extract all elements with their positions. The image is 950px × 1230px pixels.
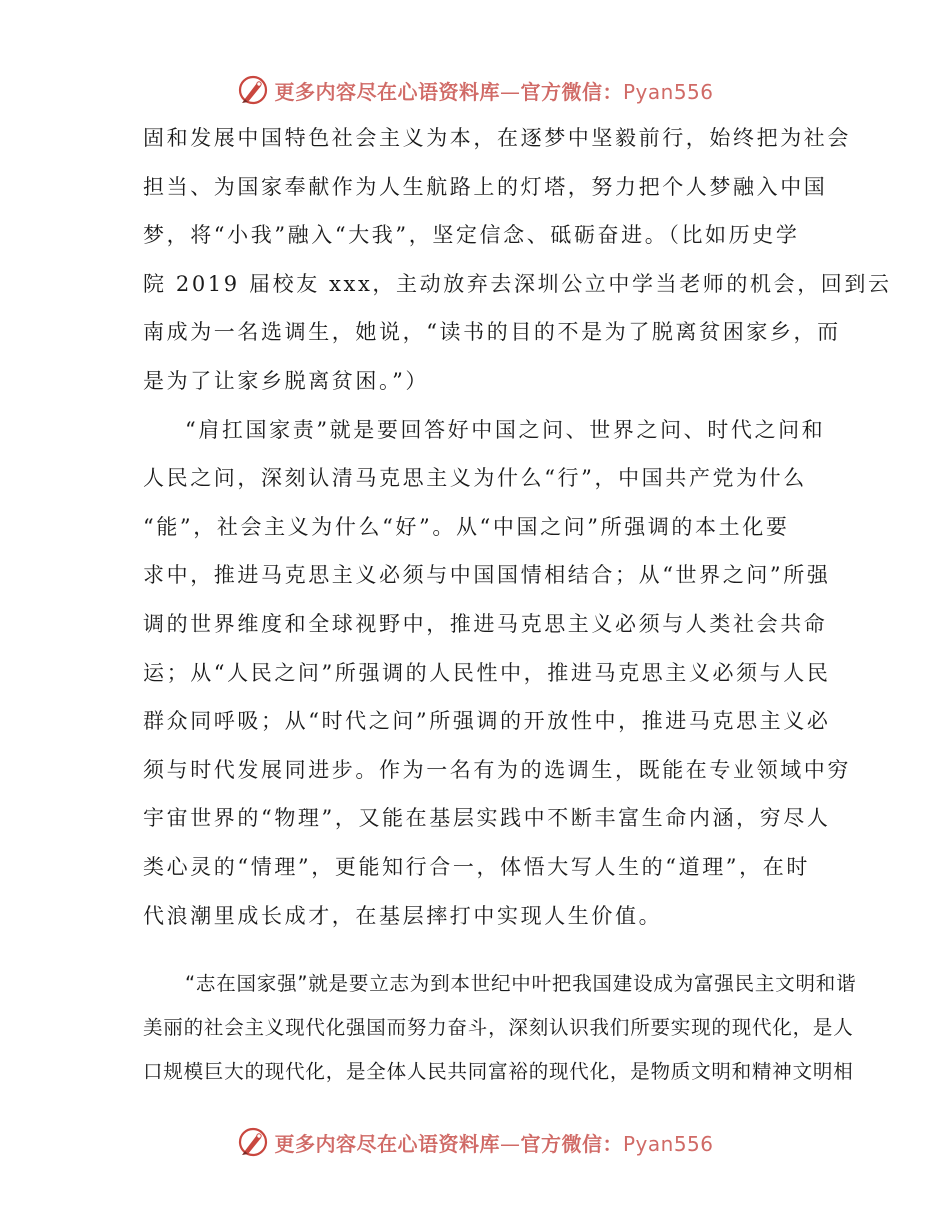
text-line: 人民之问，深刻认清马克思主义为什么“行”，中国共产党为什么 <box>143 466 807 491</box>
text-line: 群众同呼吸；从“时代之问”所强调的开放性中，推进马克思主义必 <box>143 709 831 734</box>
text-line: 调的世界维度和全球视野中，推进马克思主义必须与人类社会共命 <box>143 611 828 636</box>
text-line: 南成为一名选调生，她说，“读书的目的不是为了脱离贫困家乡，而 <box>143 320 841 345</box>
pen-circle-logo-icon <box>236 73 270 107</box>
text-line: 代浪潮里成长成才，在基层摔打中实现人生价值。 <box>143 903 663 928</box>
watermark-text: 更多内容尽在心语资料库—官方微信：Pyan556 <box>274 1131 714 1156</box>
text-line: 类心灵的“情理”，更能知行合一，体悟大写人生的“道理”，在时 <box>143 854 810 879</box>
text-line: 求中，推进马克思主义必须与中国国情相结合；从“世界之问”所强 <box>143 563 831 588</box>
text-line: 院 2019 届校友 xxx，主动放弃去深圳公立中学当老师的机会，回到云 <box>143 271 892 296</box>
text-line: 口规模巨大的现代化，是全体人民共同富裕的现代化，是物质文明和精神文明相 <box>143 1060 854 1083</box>
text-line: “能”，社会主义为什么“好”。从“中国之问”所强调的本土化要 <box>143 514 790 539</box>
body-text-serif <box>143 114 892 940</box>
header-watermark <box>0 70 950 110</box>
footer-watermark <box>0 1122 950 1162</box>
text-line: 须与时代发展同进步。作为一名有为的选调生，既能在专业领域中穷 <box>143 757 851 782</box>
text-line: 固和发展中国特色社会主义为本，在逐梦中坚毅前行，始终把为社会 <box>143 126 851 150</box>
text-line: 是为了让家乡脱离贫困。”） <box>143 368 430 393</box>
text-line: 宇宙世界的“物理”，又能在基层实践中不断丰富生命内涵，穷尽人 <box>143 806 831 831</box>
watermark-text: 更多内容尽在心语资料库—官方微信：Pyan556 <box>274 79 714 104</box>
pen-circle-logo-icon <box>236 1125 270 1159</box>
text-line: 梦，将“小我”融入“大我”，坚定信念、砥砺奋进。（比如历史学 <box>143 223 800 248</box>
text-line: 美丽的社会主义现代化强国而努力奋斗，深刻认识我们所要实现的现代化，是人 <box>143 1016 854 1039</box>
body-text-sans <box>143 962 857 1094</box>
text-line: 运；从“人民之问”所强调的人民性中，推进马克思主义必须与人民 <box>143 660 831 685</box>
text-line: “志在国家强”就是要立志为到本世纪中叶把我国建设成为富强民主文明和谐 <box>185 972 857 995</box>
text-line: 担当、为国家奉献作为人生航路上的灯塔，努力把个人梦融入中国 <box>143 174 828 199</box>
text-line: “肩扛国家责”就是要回答好中国之问、世界之问、时代之问和 <box>185 417 826 442</box>
